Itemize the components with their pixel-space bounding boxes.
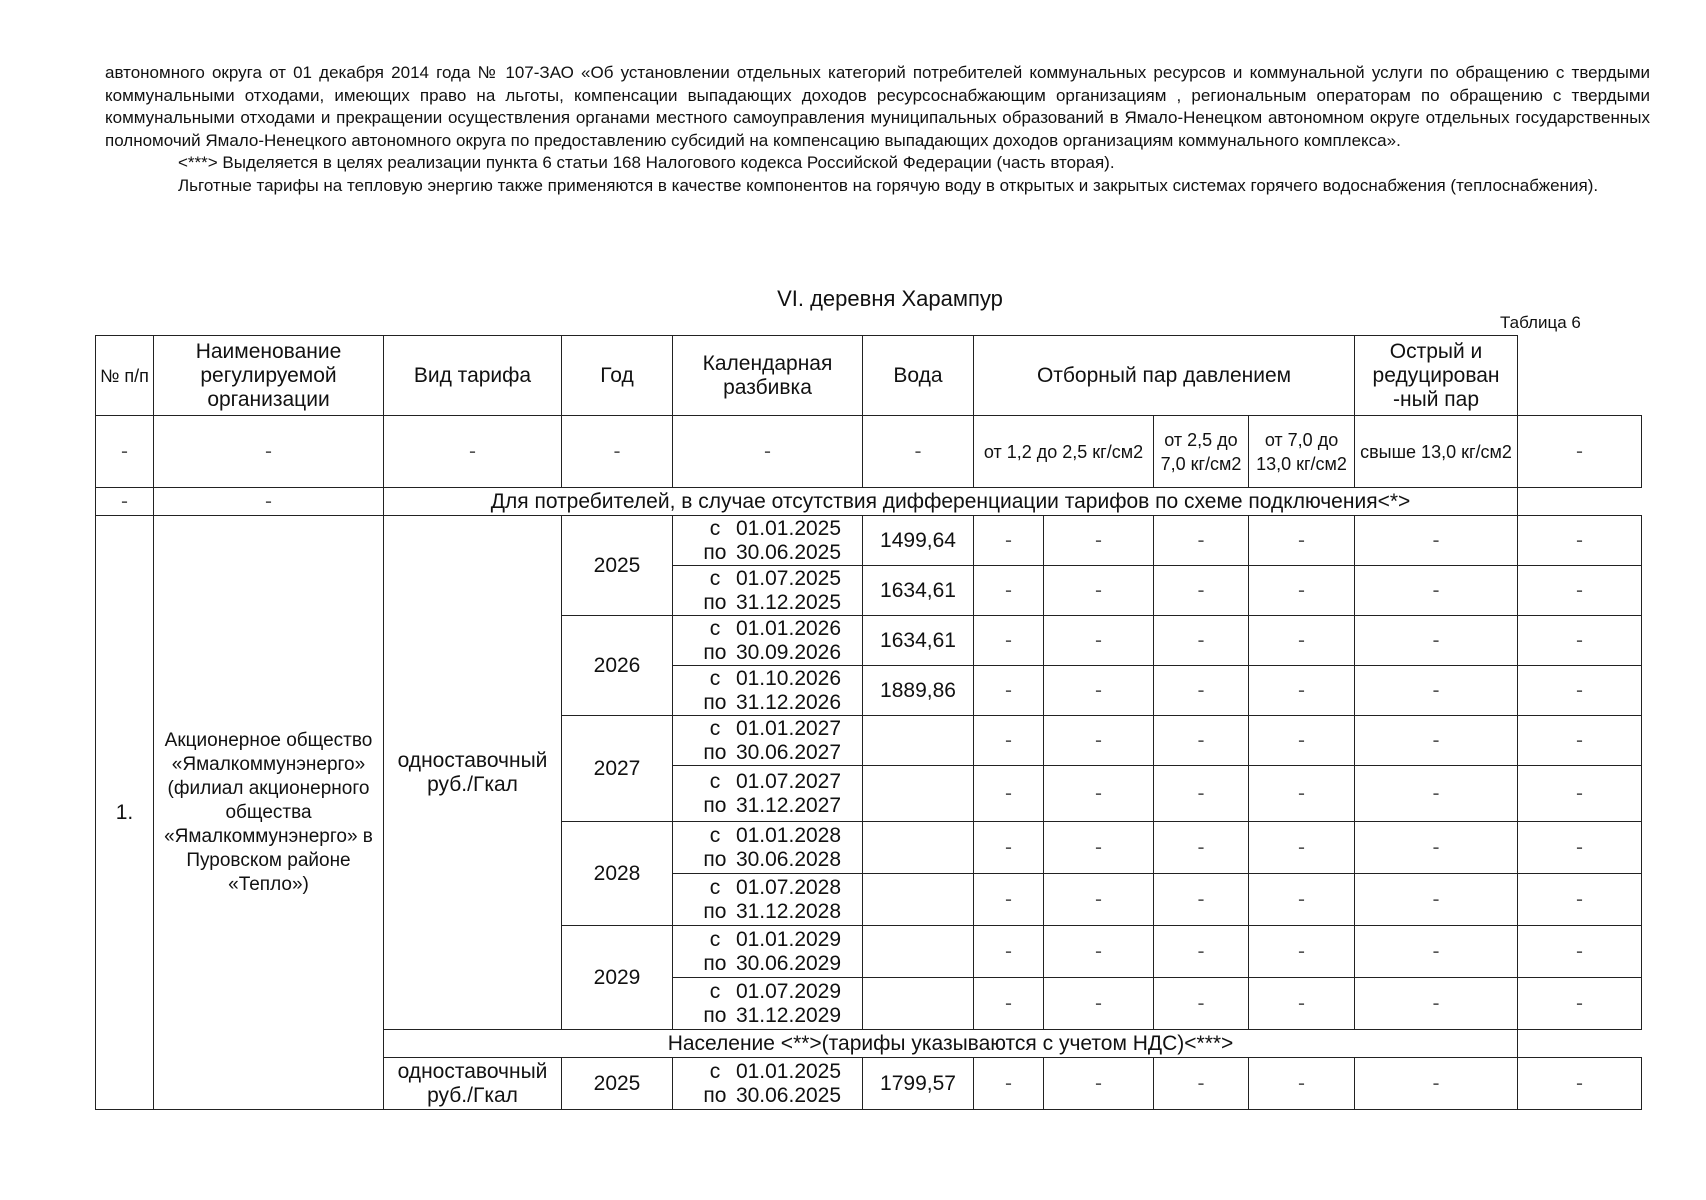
dash-cell: - [1154, 716, 1249, 766]
header-pressure-2: от 2,5 до 7,0 кг/см2 [1154, 416, 1249, 488]
period-to [677, 900, 858, 924]
dash-cell: - [154, 416, 384, 488]
prefix-to: по [703, 690, 727, 714]
dash-cell: - [1044, 978, 1154, 1030]
header-row [96, 336, 1642, 416]
dash-cell: - [1044, 926, 1154, 978]
dash-cell: - [1154, 516, 1249, 566]
dash-cell: - [1249, 716, 1355, 766]
dash-cell: - [1518, 416, 1642, 488]
dash-cell: - [1044, 716, 1154, 766]
date-to: 30.06.2029 [735, 951, 842, 975]
date-from: 01.01.2027 [735, 716, 842, 740]
dash-cell: - [1518, 616, 1642, 666]
period-to [677, 541, 858, 565]
prefix-from: с [709, 566, 721, 590]
period-to [677, 952, 858, 976]
dash-cell: - [562, 416, 673, 488]
prefix-to: по [703, 590, 727, 614]
period-from [677, 770, 858, 794]
date-from: 01.01.2025 [735, 1059, 842, 1083]
date-to: 31.12.2029 [735, 1003, 842, 1027]
dash-cell: - [96, 488, 154, 516]
water-value [863, 874, 974, 926]
tariff-type: одноставочный руб./Гкал [384, 516, 562, 1030]
dash-cell: - [974, 1058, 1044, 1110]
dash-cell: - [1518, 716, 1642, 766]
water-value: 1634,61 [863, 616, 974, 666]
dash-cell: - [1355, 874, 1518, 926]
header-pressure-3: от 7,0 до 13,0 кг/см2 [1249, 416, 1355, 488]
period-to [677, 691, 858, 715]
period-cell [673, 516, 863, 566]
dash-cell: - [1249, 978, 1355, 1030]
dash-cell: - [1518, 874, 1642, 926]
dash-cell: - [1355, 566, 1518, 616]
dash-cell: - [1249, 566, 1355, 616]
dash-cell: - [1154, 616, 1249, 666]
dash-cell: - [1355, 716, 1518, 766]
prefix-from: с [709, 927, 721, 951]
section-title: VI. деревня Харампур [777, 286, 1003, 311]
population-water-value: 1799,57 [863, 1058, 974, 1110]
footnote-vat: <***> Выделяется в целях реализации пункта 6 статьи 168 Налогового кодекса Российской Федерации (часть вторая). [178, 153, 1115, 172]
period-cell [673, 978, 863, 1030]
dash-cell: - [1355, 822, 1518, 874]
period-from [677, 567, 858, 591]
dash-cell: - [1518, 666, 1642, 716]
period-cell [673, 566, 863, 616]
dash-cell: - [1044, 1058, 1154, 1110]
dash-cell: - [1154, 926, 1249, 978]
date-from: 01.07.2028 [735, 875, 842, 899]
water-value [863, 716, 974, 766]
prefix-from: с [709, 516, 721, 540]
dash-cell: - [1154, 766, 1249, 822]
dash-cell: - [1249, 616, 1355, 666]
prefix-to: по [703, 899, 727, 923]
date-from: 01.01.2025 [735, 516, 842, 540]
dash-cell: - [974, 926, 1044, 978]
period-from [677, 1060, 858, 1084]
dash-cell: - [1355, 616, 1518, 666]
dash-cell: - [1249, 874, 1355, 926]
dash-cell: - [1355, 1058, 1518, 1110]
period-cell [673, 766, 863, 822]
period-cell [673, 1058, 863, 1110]
prefix-from: с [709, 616, 721, 640]
dash-cell: - [1154, 1058, 1249, 1110]
date-to: 31.12.2028 [735, 899, 842, 923]
dash-cell: - [974, 822, 1044, 874]
water-value [863, 978, 974, 1030]
prefix-from: с [709, 979, 721, 1003]
dash-cell: - [1518, 566, 1642, 616]
date-to: 31.12.2026 [735, 690, 842, 714]
dash-cell: - [1518, 516, 1642, 566]
dash-cell: - [974, 716, 1044, 766]
dash-cell: - [673, 416, 863, 488]
date-from: 01.01.2028 [735, 823, 842, 847]
footnote-hot-water: Льготные тарифы на тепловую энергию также применяются в качестве компонентов на горячую воду в открытых и закрытых системах горячего водоснабжения (теплоснабжения). [178, 175, 1599, 195]
date-to: 31.12.2025 [735, 590, 842, 614]
period-from [677, 717, 858, 741]
dash-cell: - [863, 416, 974, 488]
dash-cell: - [1249, 666, 1355, 716]
prefix-from: с [709, 666, 721, 690]
date-to: 30.06.2028 [735, 847, 842, 871]
prefix-to: по [703, 1003, 727, 1027]
table-label: Таблица 6 [1500, 313, 1581, 332]
date-from: 01.01.2029 [735, 927, 842, 951]
prefix-to: по [703, 540, 727, 564]
prefix-from: с [709, 716, 721, 740]
date-from: 01.07.2025 [735, 566, 842, 590]
water-value [863, 766, 974, 822]
dash-cell: - [1518, 766, 1642, 822]
date-from: 01.07.2029 [735, 979, 842, 1003]
footnote-law-text: автономного округа от 01 декабря 2014 года № 107-ЗАО «Об установлении отдельных категорий потребителей коммунальных ресурсов и коммунальной услуги по обращению с твердыми коммунальными отходами, имеющих право на льготы, компенсации выпадающих доходов ресурсоснабжающим организациям , региональным операторам по обращению с твердыми коммунальными отходами и прекращении осуществления органами местного самоуправления муниципальных образований в Ямало-Ненецком автономном округе отдельных государственных полномочий Ямало-Ненецкого автономного округа по предоставлению субсидий на компенсацию выпадающих доходов организациям коммунального комплекса». [105, 63, 1650, 150]
year-cell: 2027 [562, 716, 673, 822]
period-from [677, 667, 858, 691]
water-value: 1889,86 [863, 666, 974, 716]
water-value [863, 822, 974, 874]
subheader-no-diff: Для потребителей, в случае отсутствия дифференциации тарифов по схеме подключения<*> [384, 488, 1518, 516]
period-from [677, 876, 858, 900]
dash-cell: - [1044, 822, 1154, 874]
dash-cell: - [384, 416, 562, 488]
period-to [677, 641, 858, 665]
prefix-from: с [709, 769, 721, 793]
dash-cell: - [1044, 874, 1154, 926]
dash-cell: - [1355, 766, 1518, 822]
dash-cell: - [1249, 926, 1355, 978]
prefix-to: по [703, 847, 727, 871]
date-to: 30.06.2027 [735, 740, 842, 764]
year-cell: 2029 [562, 926, 673, 1030]
header-tariff-type: Вид тарифа [384, 336, 562, 416]
dash-cell: - [1518, 822, 1642, 874]
prefix-from: с [709, 1059, 721, 1083]
period-to [677, 848, 858, 872]
prefix-to: по [703, 1083, 727, 1107]
period-cell [673, 926, 863, 978]
date-to: 30.09.2026 [735, 640, 842, 664]
dash-cell: - [1044, 666, 1154, 716]
water-value: 1634,61 [863, 566, 974, 616]
dash-cell: - [1154, 874, 1249, 926]
dash-cell: - [1154, 566, 1249, 616]
no-diff-row [96, 488, 1642, 516]
dash-cell: - [974, 566, 1044, 616]
tariff-table-body [96, 336, 1642, 1110]
period-cell [673, 874, 863, 926]
dash-cell: - [1249, 516, 1355, 566]
population-year: 2025 [562, 1058, 673, 1110]
tariff-table [95, 335, 1642, 1110]
dash-cell: - [1044, 516, 1154, 566]
dash-cell: - [1044, 566, 1154, 616]
header-year: Год [562, 336, 673, 416]
period-cell [673, 822, 863, 874]
date-from: 01.10.2026 [735, 666, 842, 690]
organization-name: Акционерное общество «Ямалкоммунэнерго» (филиал акционерного общества «Ямалкоммунэнерго» в Пуровском районе «Тепло») [154, 516, 384, 1110]
period-cell [673, 666, 863, 716]
dash-cell: - [1249, 766, 1355, 822]
header-sharp-steam: Острый и редуцирован -ный пар [1355, 336, 1518, 416]
period-to [677, 591, 858, 615]
period-to [677, 1004, 858, 1028]
population-tariff-type: одноставочный руб./Гкал [384, 1058, 562, 1110]
prefix-to: по [703, 640, 727, 664]
subheader-row [96, 416, 1642, 488]
date-from: 01.01.2026 [735, 616, 842, 640]
dash-cell: - [1249, 822, 1355, 874]
prefix-from: с [709, 875, 721, 899]
dash-cell: - [1154, 666, 1249, 716]
dash-cell: - [974, 616, 1044, 666]
dash-cell: - [1249, 1058, 1355, 1110]
header-water: Вода [863, 336, 974, 416]
dash-cell: - [1518, 926, 1642, 978]
date-to: 30.06.2025 [735, 1083, 842, 1107]
dash-cell: - [974, 516, 1044, 566]
dash-cell: - [1154, 822, 1249, 874]
dash-cell: - [974, 766, 1044, 822]
period-cell [673, 616, 863, 666]
period-from [677, 617, 858, 641]
period-from [677, 928, 858, 952]
period-to [677, 741, 858, 765]
dash-cell: - [1355, 516, 1518, 566]
header-org: Наименование регулируемой организации [154, 336, 384, 416]
year-cell: 2028 [562, 822, 673, 926]
header-pressure-1: от 1,2 до 2,5 кг/см2 [974, 416, 1154, 488]
footnotes [105, 62, 1650, 197]
year-cell: 2025 [562, 516, 673, 616]
date-to: 30.06.2025 [735, 540, 842, 564]
period-to [677, 1084, 858, 1108]
date-from: 01.07.2027 [735, 769, 842, 793]
prefix-from: с [709, 823, 721, 847]
prefix-to: по [703, 951, 727, 975]
period-from [677, 980, 858, 1004]
header-pressure-4: свыше 13,0 кг/см2 [1355, 416, 1518, 488]
dash-cell: - [1044, 766, 1154, 822]
prefix-to: по [703, 740, 727, 764]
dash-cell: - [154, 488, 384, 516]
row-number: 1. [96, 516, 154, 1110]
dash-cell: - [1518, 1058, 1642, 1110]
date-to: 31.12.2027 [735, 793, 842, 817]
header-steam: Отборный пар давлением [974, 336, 1355, 416]
prefix-to: по [703, 793, 727, 817]
water-value: 1499,64 [863, 516, 974, 566]
dash-cell: - [1355, 978, 1518, 1030]
dash-cell: - [1355, 926, 1518, 978]
dash-cell: - [1154, 978, 1249, 1030]
period-to [677, 794, 858, 818]
dash-cell: - [1355, 666, 1518, 716]
header-num: № п/п [96, 336, 154, 416]
period-from [677, 824, 858, 848]
water-value [863, 926, 974, 978]
dash-cell: - [974, 666, 1044, 716]
dash-cell: - [96, 416, 154, 488]
header-calendar: Календарная разбивка [673, 336, 863, 416]
dash-cell: - [974, 874, 1044, 926]
period-from [677, 517, 858, 541]
period-cell [673, 716, 863, 766]
subheader-population: Население <**>(тарифы указываются с учетом НДС)<***> [384, 1030, 1518, 1058]
tariff-row [96, 516, 1642, 566]
year-cell: 2026 [562, 616, 673, 716]
dash-cell: - [1044, 616, 1154, 666]
dash-cell: - [1518, 978, 1642, 1030]
dash-cell: - [974, 978, 1044, 1030]
